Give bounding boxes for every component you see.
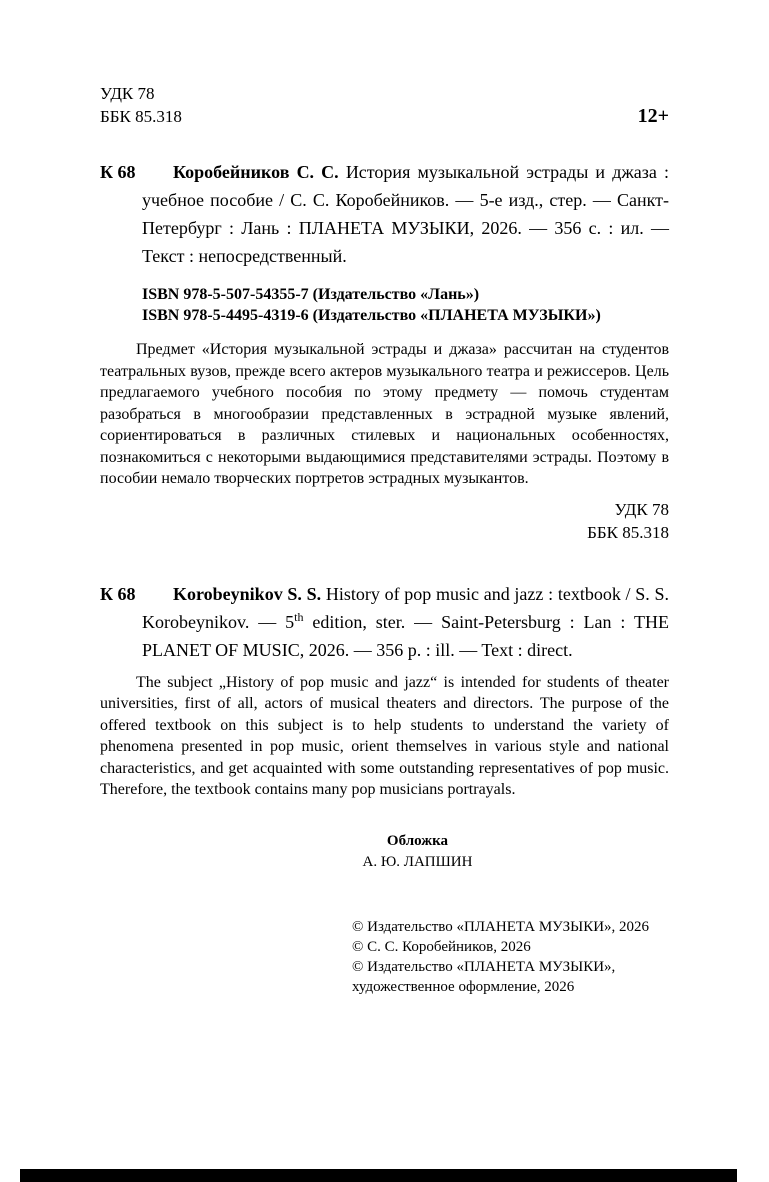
text-column	[100, 82, 669, 997]
bibliographic-entry-ru	[100, 158, 669, 270]
author-name-en: Korobeynikov S. S.	[173, 583, 322, 604]
bibliographic-text-ru	[142, 158, 669, 270]
copyright-line: © Издательство «ПЛАНЕТА МУЗЫКИ»,	[352, 958, 616, 975]
ordinal-superscript: th	[294, 609, 304, 624]
isbn-line-planeta: ISBN 978-5-4495-4319-6 (Издательство «ПЛАНЕТА МУЗЫКИ»)	[142, 307, 601, 324]
page-bottom-bar	[20, 1169, 737, 1182]
bibliographic-text-en	[142, 580, 669, 664]
annotation-ru: Предмет «История музыкальной эстрады и джаза» рассчитан на студентов театральных вузов, прежде всего актеров музыкального театра и режиссеров. Цель предлагаемого учебного пособия по этому предмету — помочь студентам разобраться в многообразии представленных в эстрадной музыке явлений, сориентироваться в различных стилевых и национальных особенностях, познакомиться с некоторыми выдающимися представителями эстрады. Поэтому в пособии немало творческих портретов эстрадных музыкантов.	[100, 341, 669, 487]
entry-text-ru: История музыкальной эстрады и джаза : учебное пособие / С. С. Коробейников. — 5-е изд., стер. — Санкт-Петербург : Лань : ПЛАНЕТА МУЗЫКИ, 2026. — 356 с. : ил. — Текст : непосредственный.	[142, 162, 669, 266]
copyright-line: художественное оформление, 2026	[352, 978, 575, 995]
classification-codes	[100, 82, 182, 128]
age-rating-badge: 12+	[637, 105, 669, 127]
author-name-ru: Коробейников С. С.	[173, 162, 339, 182]
copyright-block	[352, 917, 669, 997]
catalog-code-ru: К 68	[100, 162, 136, 182]
isbn-block	[142, 284, 669, 326]
udk-code-bottom: УДК 78	[614, 499, 669, 519]
footer-ids	[100, 498, 669, 544]
bbk-code: ББК 85.318	[100, 107, 182, 126]
annotation-en: The subject „History of pop music and jazz“ is intended for students of theater universities, first of all, actors of musical theaters and directors. The purpose of the offered textbook on this subject is to help students to understand the variety of phenomena presented in pop music, orient themselves in various style and national characteristics, and get acquainted with some outstanding representatives of pop music. Therefore, the textbook contains many pop musicians portrayals.	[100, 673, 669, 798]
header-ids	[100, 82, 669, 128]
bibliographic-entry-en	[100, 580, 670, 664]
copyright-line: © С. С. Коробейников, 2026	[352, 938, 531, 955]
copyright-line: © Издательство «ПЛАНЕТА МУЗЫКИ», 2026	[352, 918, 650, 935]
cover-credit	[133, 831, 702, 873]
entry-text-en-part1: History of pop music and jazz : textbook / S. S. Korobeynikov. — 5	[142, 583, 670, 632]
catalog-code-en: К 68	[100, 583, 136, 604]
cover-credit-title: Обложка	[386, 832, 449, 849]
isbn-line-lan: ISBN 978-5-507-54355-7 (Издательство «Лань»)	[142, 286, 480, 303]
udk-code: УДК 78	[100, 84, 155, 103]
cover-credit-name: А. Ю. ЛАПШИН	[362, 853, 473, 870]
entry-text-en-part2: edition, ster. — Saint-Petersburg : Lan : THE PLANET OF MUSIC, 2026. — 356 p. : ill. — Text : direct.	[142, 611, 669, 660]
bbk-code-bottom: ББК 85.318	[587, 522, 669, 542]
